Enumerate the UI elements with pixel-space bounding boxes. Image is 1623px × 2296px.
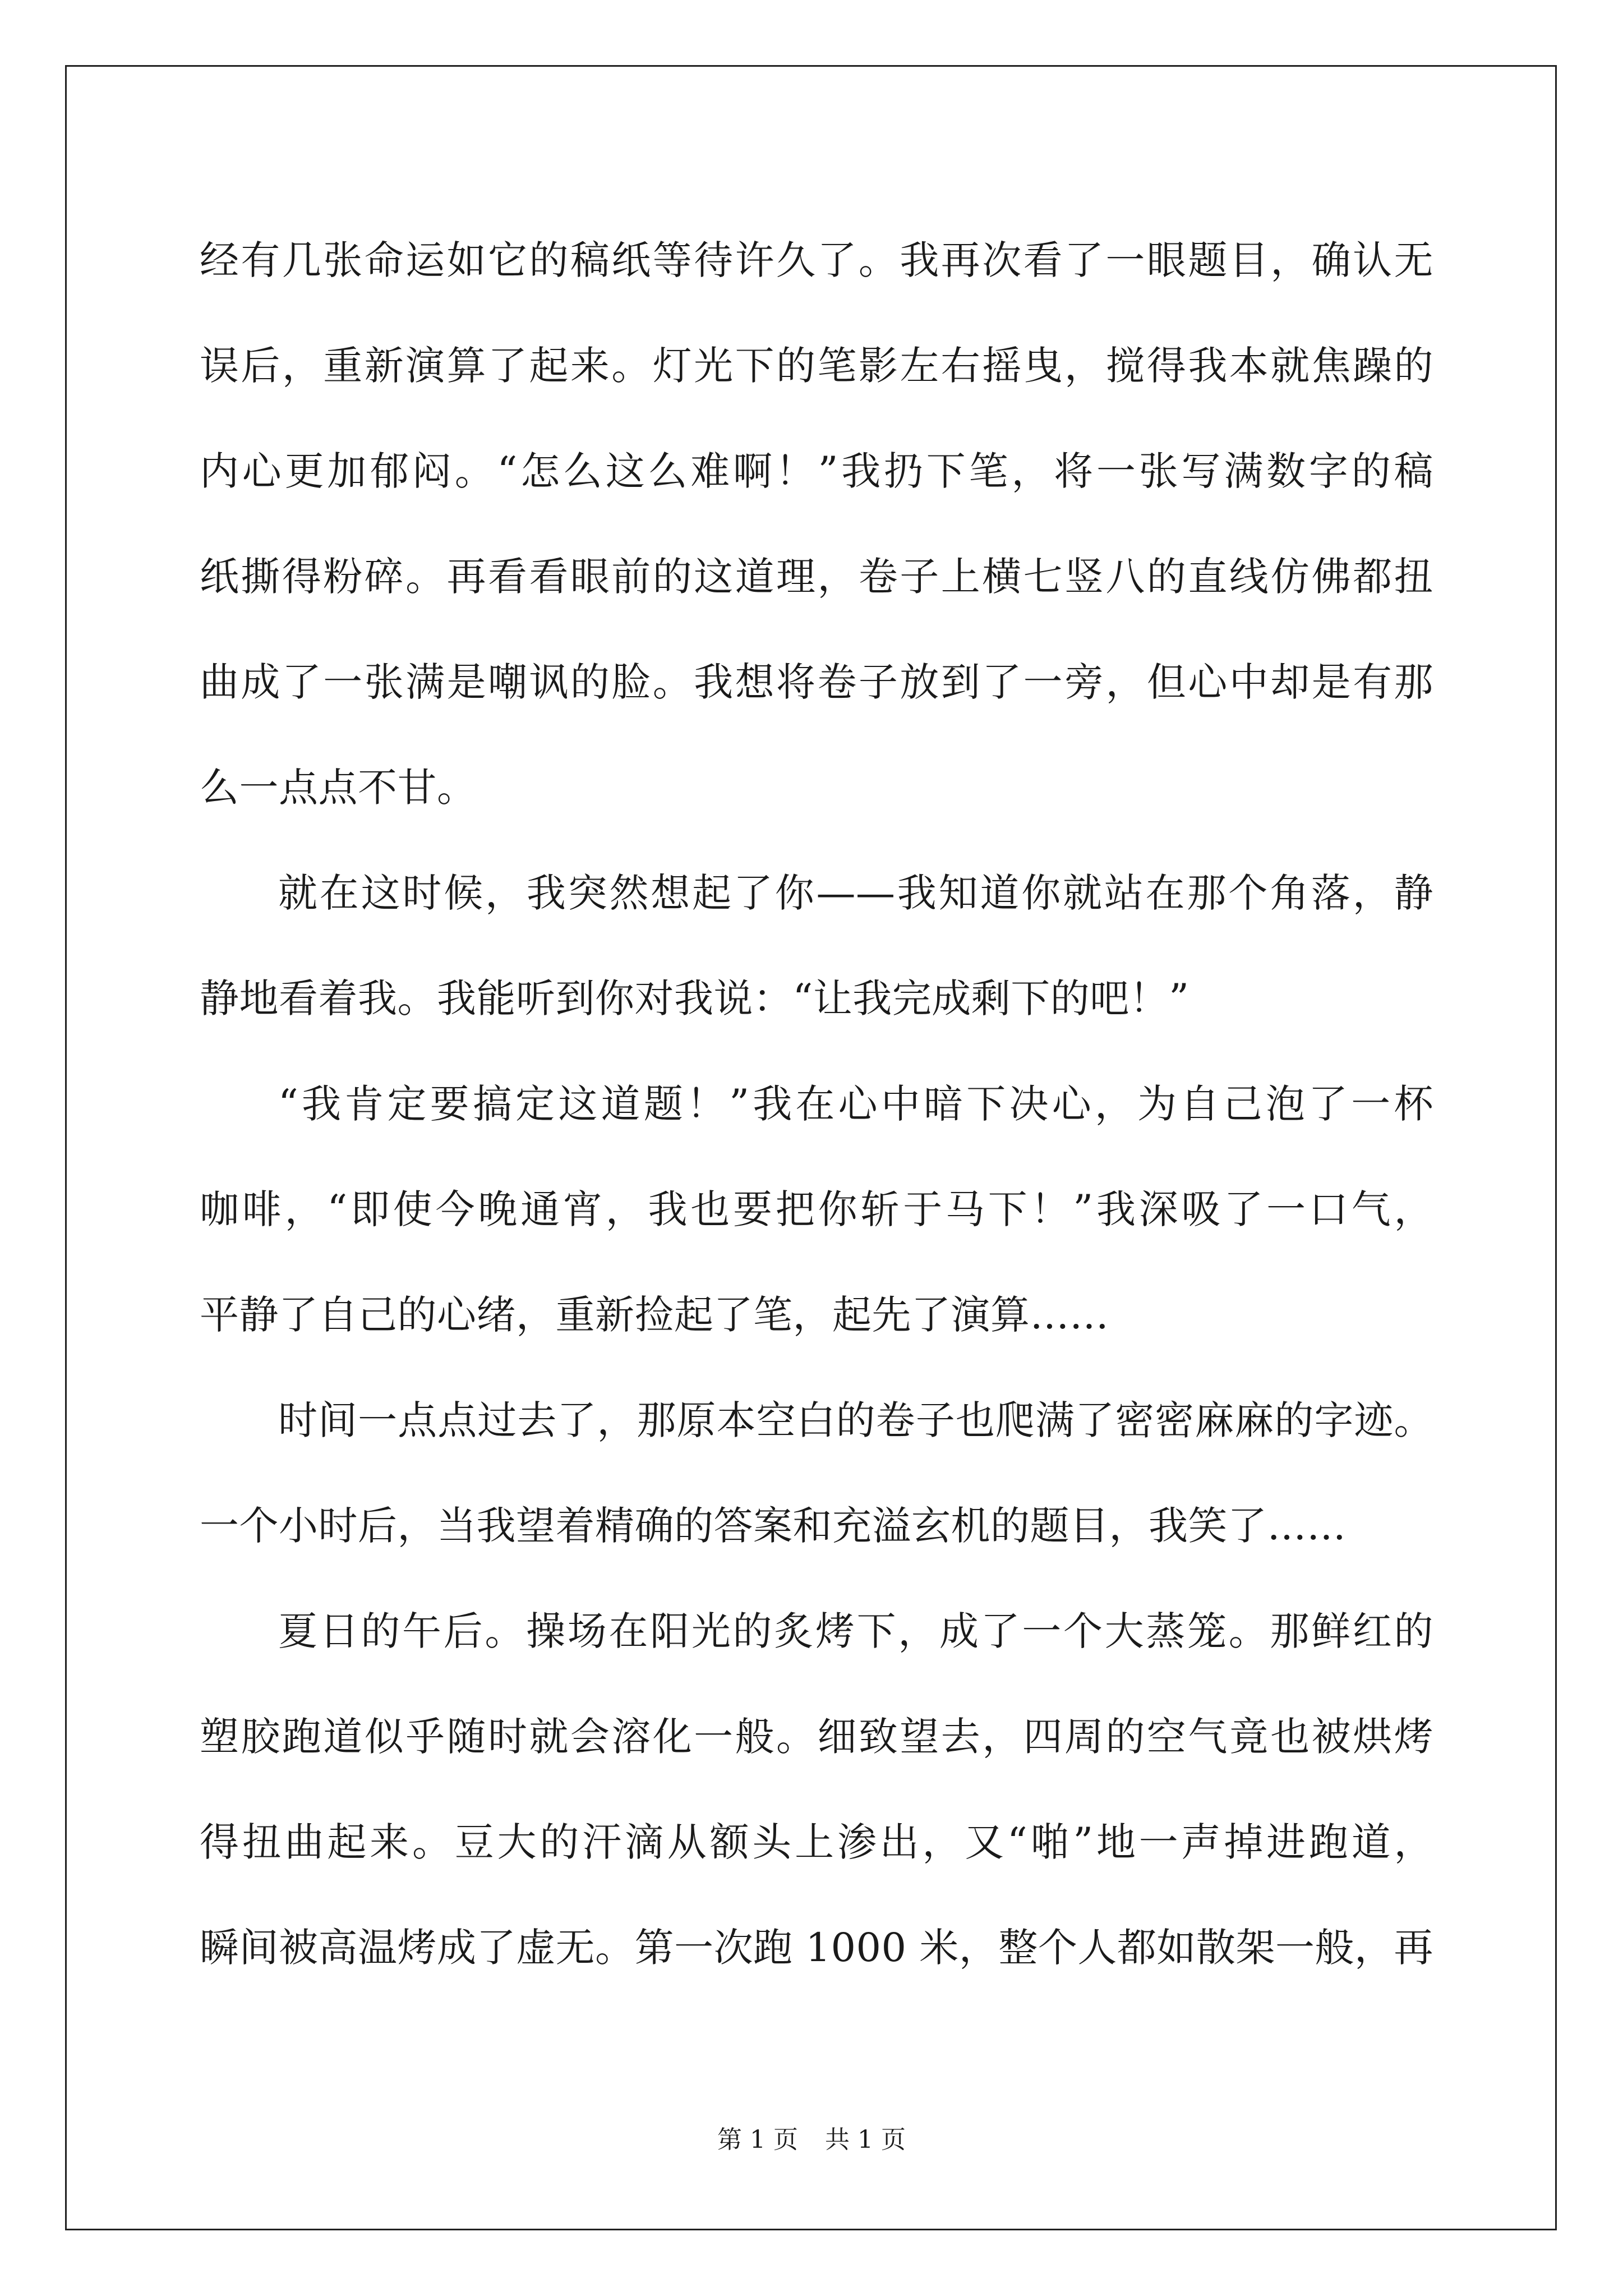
text-line: 经有几张命运如它的稿纸等待许久了。我再次看了一眼题目，确认无 (200, 237, 1433, 283)
text-line: 么一点点不甘。 (200, 765, 477, 811)
text-line: 静地看着我。我能听到你对我说：“让我完成剩下的吧！” (200, 976, 1189, 1022)
text-line: 得扭曲起来。豆大的汗滴从额头上渗出，又“啪”地一声掉进跑道， (200, 1819, 1433, 1865)
text-line: 时间一点点过去了，那原本空白的卷子也爬满了密密麻麻的字迹。 (278, 1397, 1433, 1443)
page-number: 第 1 页 (717, 2125, 798, 2154)
text-line: 平静了自己的心绪，重新捡起了笔，起先了演算…… (200, 1292, 1109, 1338)
document-body (200, 208, 1433, 2000)
text-line: 一个小时后，当我望着精确的答案和充溢玄机的题目，我笑了…… (200, 1503, 1347, 1549)
text-line: 内心更加郁闷。“怎么这么难啊！”我扔下笔，将一张写满数字的稿 (200, 448, 1433, 494)
text-line: 就在这时候，我突然想起了你——我知道你就站在那个角落，静 (278, 870, 1433, 916)
text-line: 咖啡，“即使今晚通宵，我也要把你斩于马下！”我深吸了一口气， (200, 1186, 1433, 1232)
page-footer (0, 2123, 1623, 2157)
text-line: 误后，重新演算了起来。灯光下的笔影左右摇曳，搅得我本就焦躁的 (200, 343, 1433, 389)
text-line: 纸撕得粉碎。再看看眼前的这道理，卷子上横七竖八的直线仿佛都扭 (200, 554, 1433, 600)
text-line: 夏日的午后。操场在阳光的炙烤下，成了一个大蒸笼。那鲜红的 (278, 1608, 1433, 1654)
page-total: 共 1 页 (825, 2125, 906, 2154)
text-line: 塑胶跑道似乎随时就会溶化一般。细致望去，四周的空气竟也被烘烤 (200, 1714, 1433, 1760)
text-line: “我肯定要搞定这道题！”我在心中暗下决心，为自己泡了一杯 (278, 1081, 1433, 1127)
text-line: 曲成了一张满是嘲讽的脸。我想将卷子放到了一旁，但心中却是有那 (200, 659, 1433, 705)
text-line: 瞬间被高温烤成了虚无。第一次跑 1000 米，整个人都如散架一般，再 (200, 1925, 1433, 1971)
